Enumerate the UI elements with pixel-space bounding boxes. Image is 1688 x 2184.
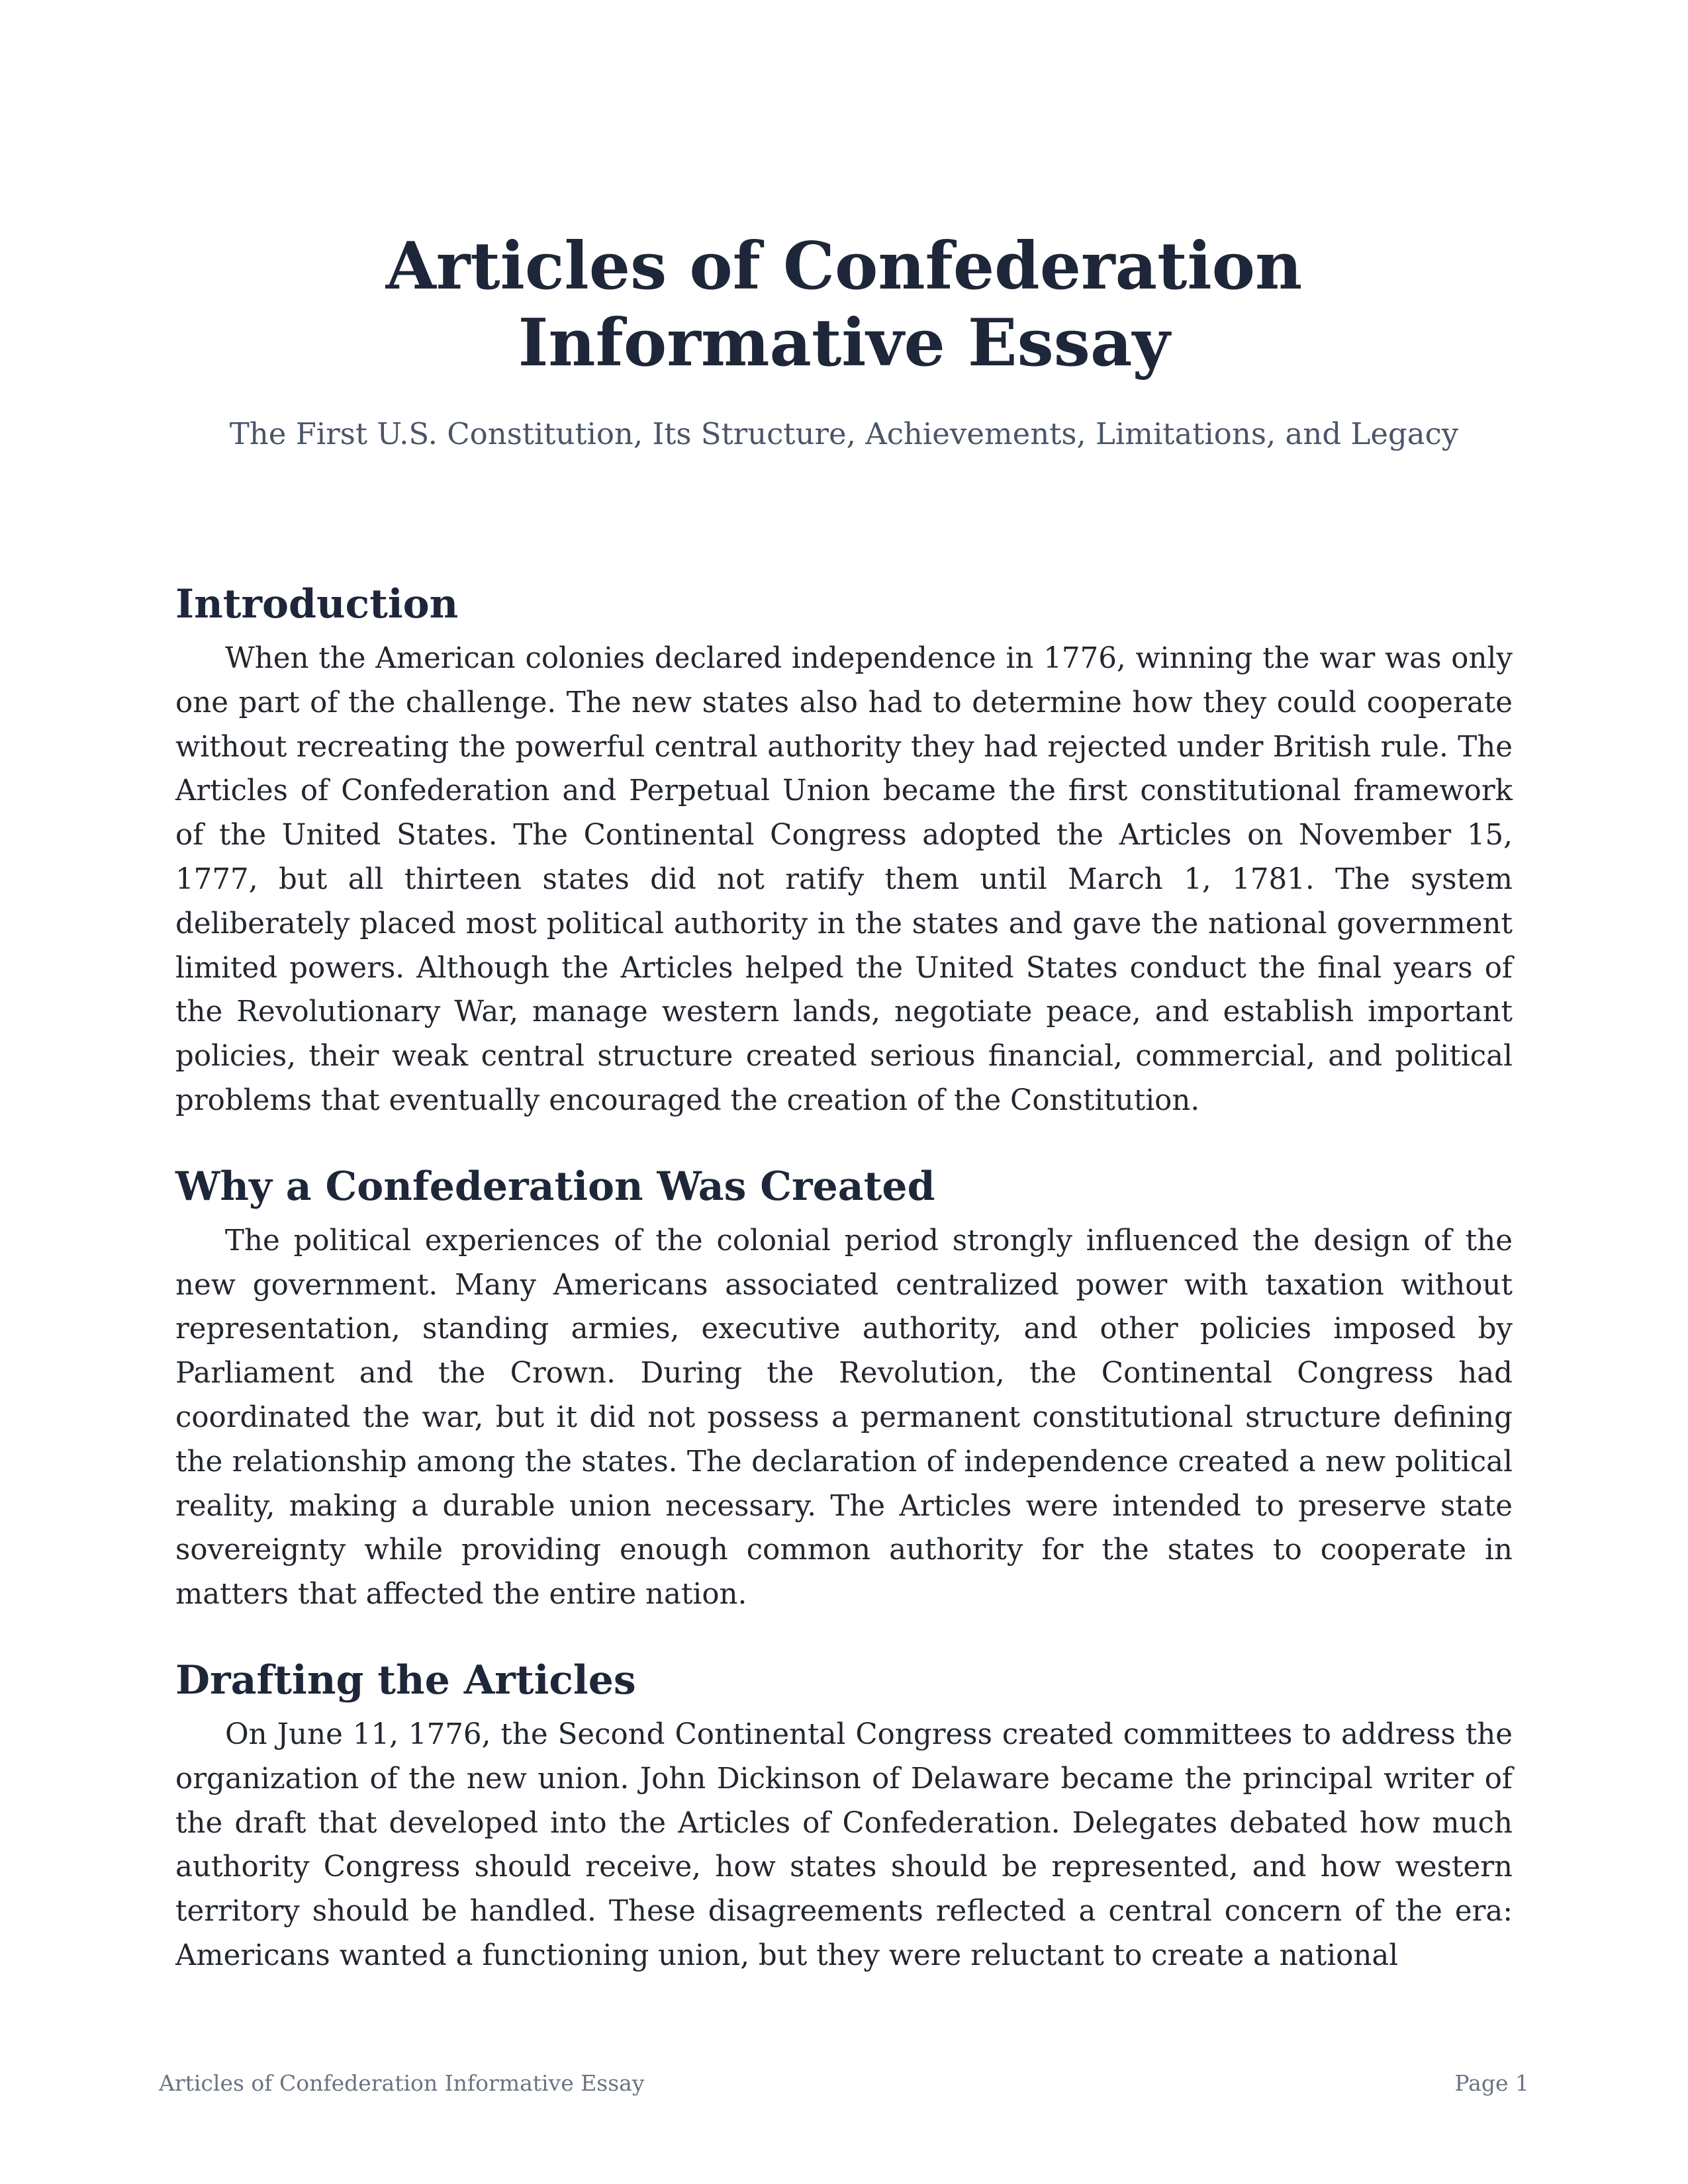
section-drafting bbox=[175, 1654, 1513, 1978]
footer-page-number: Page 1 bbox=[1454, 2070, 1529, 2096]
section-heading: Drafting the Articles bbox=[175, 1657, 636, 1704]
essay-body bbox=[175, 578, 1513, 2015]
document-subtitle: The First U.S. Constitution, Its Structure, Achievements, Limitations, and Legacy bbox=[229, 416, 1459, 451]
footer-document-title: Articles of Confederation Informative Essay bbox=[159, 2070, 645, 2096]
document-title: Articles of Confederation Informative Essay bbox=[385, 228, 1303, 381]
section-paragraph: When the American colonies declared independence in 1776, winning the war was only one part of the challenge. The new states also had to determine how they could cooperate without recreating the powerful central authority they had rejected under British rule. The Articles of Confederation and Perpetual Union became the first constitutional framework of the United States. The Continental Congress adopted the Articles on November 15, 1777, but all thirteen states did not ratify them until March 1, 1781. The system deliberately placed most political authority in the states and gave the national government limited powers. Although the Articles helped the United States conduct the final years of the Revolutionary War, manage western lands, negotiate peace, and establish important policies, their weak central structure created serious financial, commercial, and political problems that eventually encouraged the creation of the Constitution. bbox=[175, 642, 1513, 1117]
section-why-confederation bbox=[175, 1160, 1513, 1617]
section-paragraph: The political experiences of the colonial period strongly influenced the design of the new government. Many Americans associated centralized power with taxation without representation, standing armies, executive authority, and other policies imposed by Parliament and the Crown. During the Revolution, the Continental Congress had coordinated the war, but it did not possess a permanent constitutional structure defining the relationship among the states. The declaration of independence created a new political reality, making a durable union necessary. The Articles were intended to preserve state sovereignty while providing enough common authority for the states to cooperate in matters that affected the entire nation. bbox=[175, 1224, 1513, 1612]
section-heading: Why a Confederation Was Created bbox=[175, 1163, 935, 1210]
section-paragraph: On June 11, 1776, the Second Continental Congress created committees to address the organization of the new union. John Dickinson of Delaware became the principal writer of the draft that developed into the Articles of Confederation. Delegates debated how much authority Congress should receive, how states should be represented, and how western territory should be handled. These disagreements reflected a central concern of the era: Americans wanted a functioning union, but they were reluctant to create a national bbox=[175, 1717, 1513, 1972]
section-introduction bbox=[175, 578, 1513, 1123]
section-heading: Introduction bbox=[175, 581, 459, 627]
